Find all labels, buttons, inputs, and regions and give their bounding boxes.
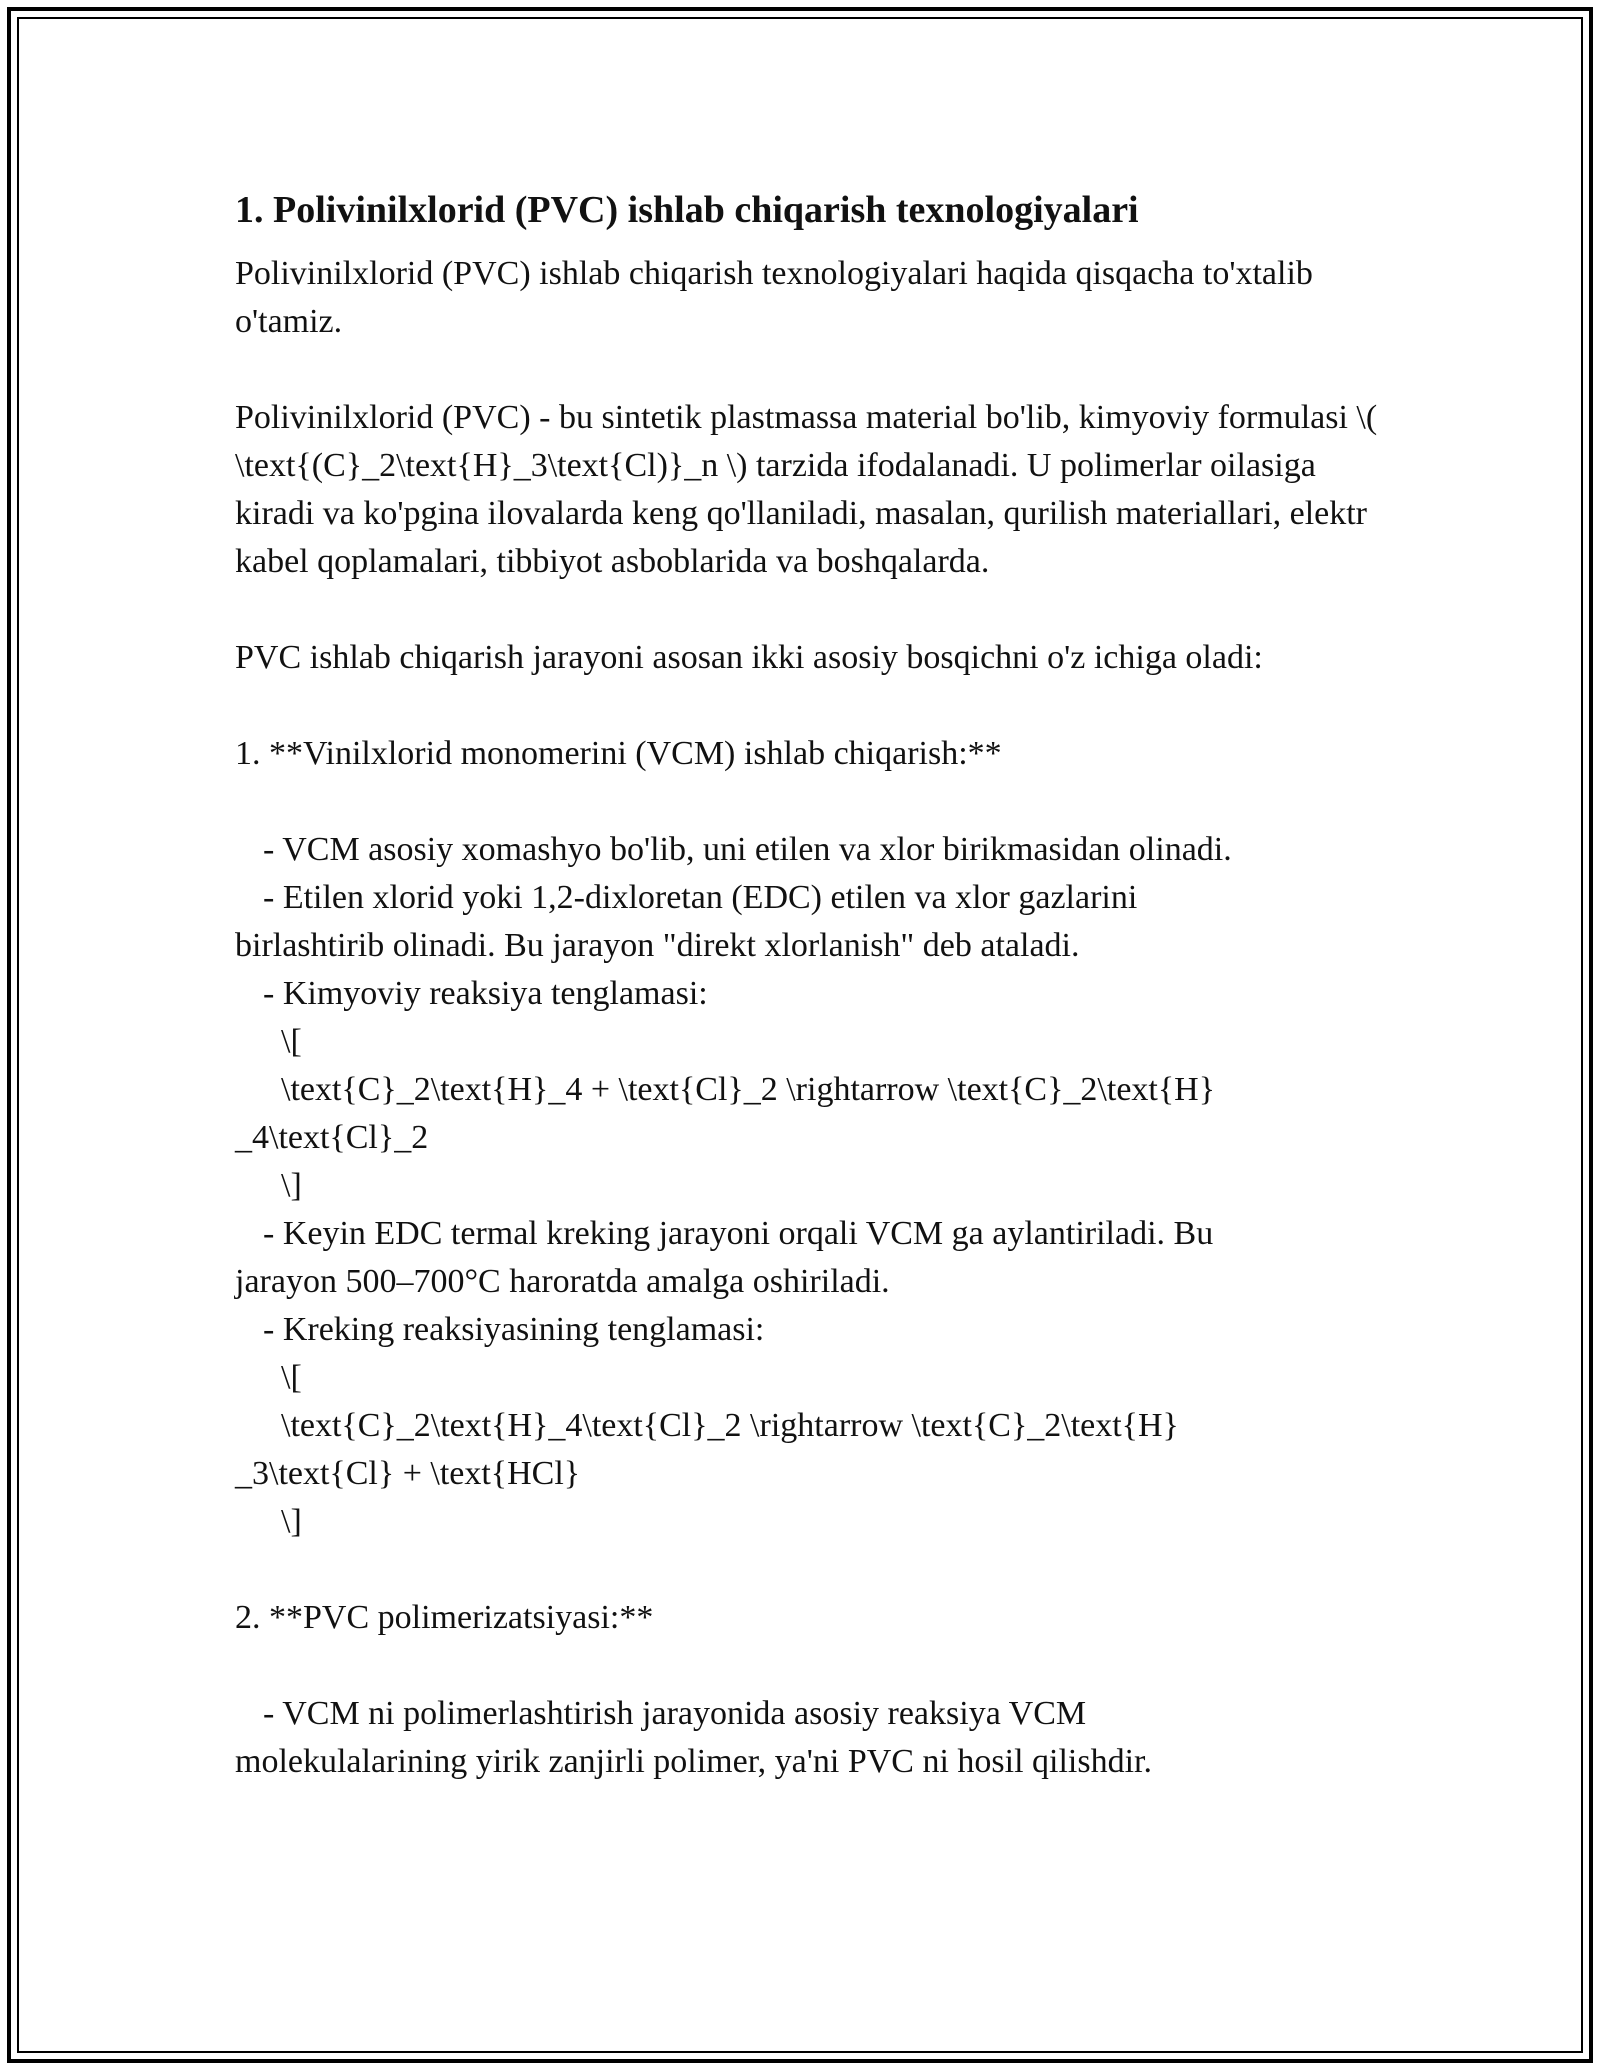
equation1-open: \[: [281, 1023, 302, 1060]
document-title: 1. Polivinilxlorid (PVC) ishlab chiqarish texnologiyalari: [235, 189, 1139, 231]
document-body: [235, 250, 1395, 1786]
step1-bullet2-line1: - Etilen xlorid yoki 1,2-dixloretan (EDC) etilen va xlor gazlarini: [263, 879, 1138, 916]
step1-bullet3: - Kimyoviy reaksiya tenglamasi:: [263, 975, 708, 1012]
step2-heading: 2. **PVC polimerizatsiyasi:**: [235, 1599, 654, 1636]
equation1-line2: _4\text{Cl}_2: [235, 1119, 429, 1156]
step2-bullet1-line2: molekulalarining yirik zanjirli polimer, ya'ni PVC ni hosil qilishdir.: [235, 1743, 1153, 1780]
step1-bullet4-line2: jarayon 500–700°C haroratda amalga oshiriladi.: [235, 1263, 890, 1300]
step1-bullet2-line2: birlashtirib olinadi. Bu jarayon "direkt xlorlanish" deb ataladi.: [235, 927, 1080, 964]
process-intro-paragraph: PVC ishlab chiqarish jarayoni asosan ikki asosiy bosqichni o'z ichiga oladi:: [235, 639, 1263, 676]
document-page: [235, 186, 1395, 1786]
paragraph-spacer: [235, 586, 1395, 634]
paragraph-spacer: [235, 778, 1395, 826]
equation1-close: \]: [281, 1167, 302, 1204]
step1-heading: 1. **Vinilxlorid monomerini (VCM) ishlab chiqarish:**: [235, 735, 1002, 772]
intro-paragraph: Polivinilxlorid (PVC) ishlab chiqarish texnologiyalari haqida qisqacha to'xtalib o'tamiz.: [235, 255, 1322, 340]
step1-bullet5: - Kreking reaksiyasining tenglamasi:: [263, 1311, 765, 1348]
equation2-open: \[: [281, 1359, 302, 1396]
equation2-line2: _3\text{Cl} + \text{HCl}: [235, 1455, 581, 1492]
step2-bullet1-line1: - VCM ni polimerlashtirish jarayonida asosiy reaksiya VCM: [263, 1695, 1087, 1732]
paragraph-spacer: [235, 682, 1395, 730]
paragraph-spacer: [235, 1642, 1395, 1690]
step1-bullet1: - VCM asosiy xomashyo bo'lib, uni etilen va xlor birikmasidan olinadi.: [263, 831, 1232, 868]
equation1-line1: \text{C}_2\text{H}_4 + \text{Cl}_2 \rightarrow \text{C}_2\text{H}: [281, 1071, 1216, 1108]
paragraph-spacer: [235, 1546, 1395, 1594]
definition-paragraph: Polivinilxlorid (PVC) - bu sintetik plastmassa material bo'lib, kimyoviy formulasi \( \text{(C}_2\text{H}_3\text{Cl)}_n \) tarzida ifodalanadi. U polimerlar oilasiga kiradi va ko'pgina ilovalarda keng qo'llaniladi, masalan, qurilish materiallari, elektr kabel qoplamalari, tibbiyot asboblarida va boshqalarda.: [235, 399, 1386, 580]
paragraph-spacer: [235, 346, 1395, 394]
step1-bullet4-line1: - Keyin EDC termal kreking jarayoni orqali VCM ga aylantiriladi. Bu: [263, 1215, 1214, 1252]
equation2-line1: \text{C}_2\text{H}_4\text{Cl}_2 \rightarrow \text{C}_2\text{H}: [281, 1407, 1179, 1444]
equation2-close: \]: [281, 1503, 302, 1540]
